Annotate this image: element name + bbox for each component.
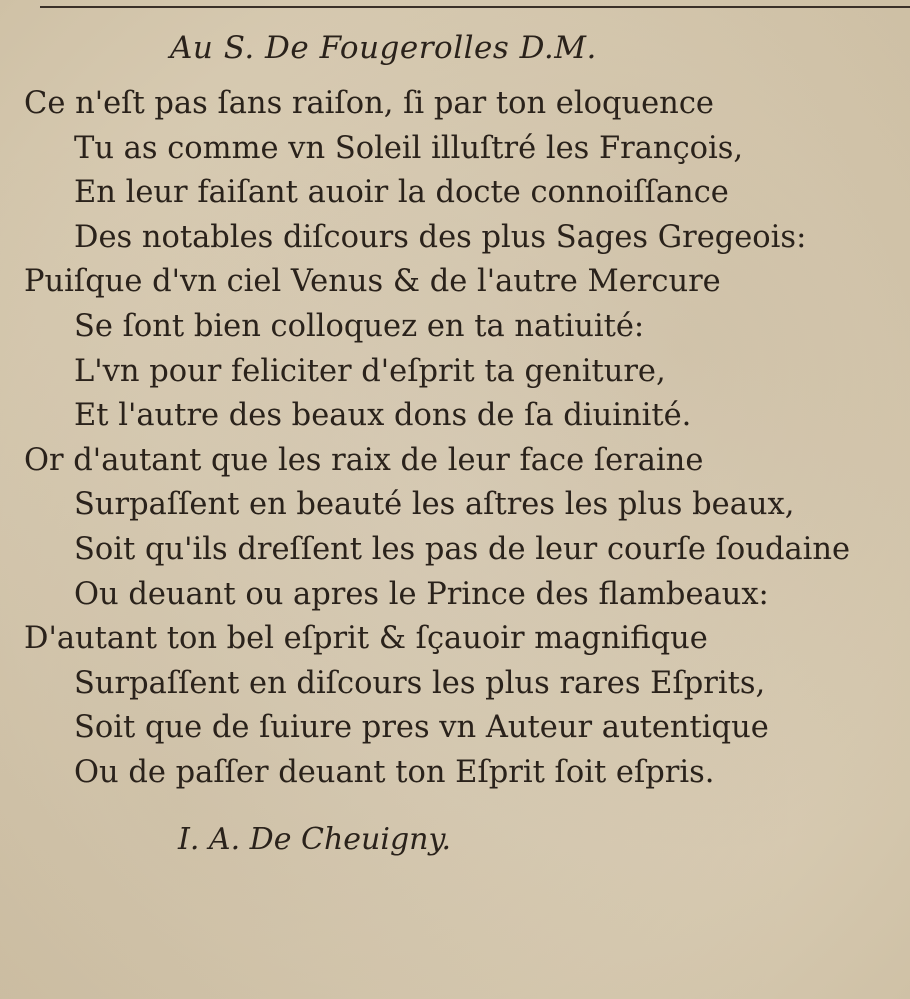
poem-body: [24, 82, 904, 796]
poem-line: Des notables diſcours des plus Sages Gregeois:: [74, 219, 807, 255]
signature: I. A. De Cheuigny.: [178, 822, 451, 857]
poem-line: Surpaſſent en beauté les aſtres les plus beaux,: [74, 487, 795, 523]
poem-line: Puiſque d'vn ciel Venus & de l'autre Mercure: [24, 264, 721, 300]
poem-line: Tu as comme vn Soleil illuſtré les François,: [74, 130, 744, 166]
poem-title: Au S. De Fougerolles D.M.: [170, 30, 597, 66]
poem-line: Soit que de ſuiure pres vn Auteur autentique: [74, 710, 769, 746]
poem-line: En leur faiſant auoir la docte connoiſſance: [74, 175, 729, 211]
poem-line: Or d'autant que les raix de leur face ſeraine: [24, 442, 704, 478]
poem-line: Ou de paſſer deuant ton Eſprit ſoit eſpris.: [74, 754, 715, 790]
poem-line: Et l'autre des beaux dons de ſa diuinité.: [74, 398, 692, 434]
poem-line: Ou deuant ou apres le Prince des flambeaux:: [74, 576, 769, 612]
poem-line: Surpaſſent en diſcours les plus rares Eſprits,: [74, 665, 766, 701]
poem-line: L'vn pour feliciter d'eſprit ta geniture,: [74, 353, 666, 389]
poem-line: Se ſont bien colloquez en ta natiuité:: [74, 308, 645, 344]
poem-line: Soit qu'ils dreſſent les pas de leur courſe ſoudaine: [74, 531, 851, 567]
poem-line: D'autant ton bel eſprit & ſçauoir magnifique: [24, 621, 708, 657]
top-rule: [40, 6, 910, 8]
poem-line: Ce n'eſt pas ſans raiſon, ſi par ton eloquence: [24, 86, 714, 121]
